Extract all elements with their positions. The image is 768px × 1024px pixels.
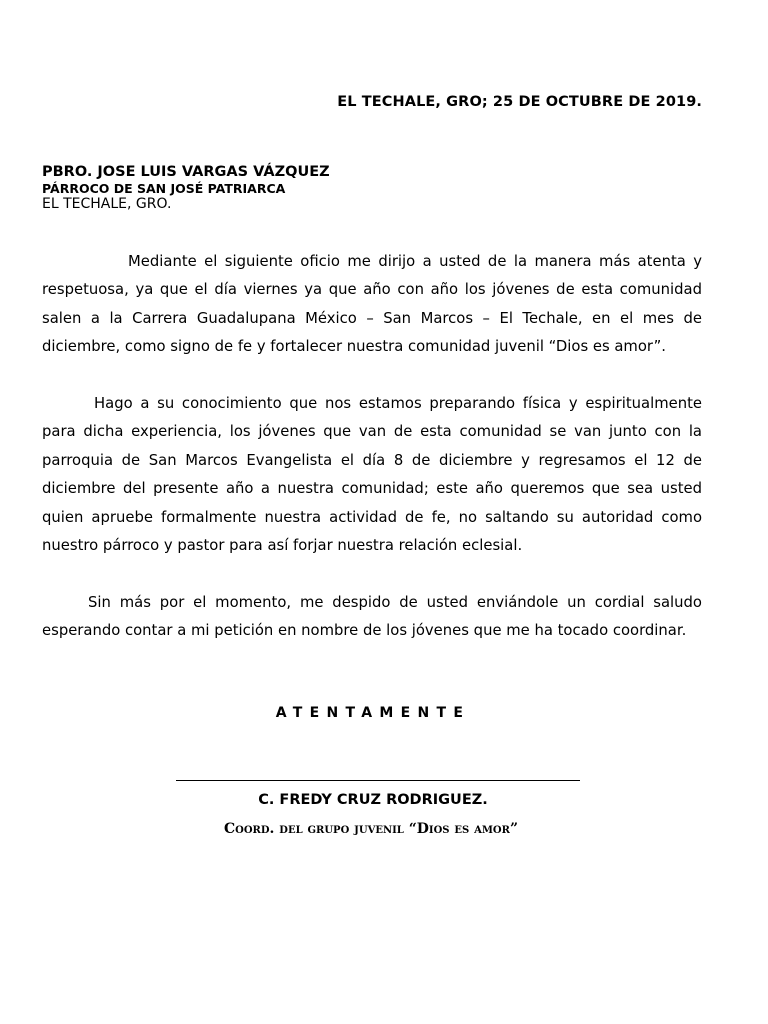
recipient-block xyxy=(42,163,330,213)
body-paragraph-3 xyxy=(42,589,702,646)
closing-salutation: ATENTAMENTE xyxy=(275,705,471,721)
body-paragraph-1 xyxy=(42,248,702,362)
body-paragraph-2 xyxy=(42,390,702,560)
paragraph-line: nuestro párroco y pastor para así forjar nuestra relación eclesial. xyxy=(42,537,523,555)
date-line: EL TECHALE, GRO; 25 DE OCTUBRE DE 2019. xyxy=(337,94,702,110)
paragraph-line: para dicha experiencia, los jóvenes que van de esta comunidad se van junto con la xyxy=(42,423,702,441)
signer-name: C. FREDY CRUZ RODRIGUEZ. xyxy=(258,792,488,808)
paragraph-line: quien apruebe formalmente nuestra actividad de fe, no saltando su autoridad como xyxy=(42,508,702,526)
paragraph-line: Sin más por el momento, me despido de usted enviándole un cordial saludo xyxy=(88,594,702,611)
signer-role: Coord. del grupo juvenil “Dios es amor” xyxy=(223,821,519,837)
paragraph-line: respetuosa, ya que el día viernes ya que año con año los jóvenes de esta comunidad xyxy=(42,281,702,299)
paragraph-line: diciembre del presente año a nuestra comunidad; este año queremos que sea usted xyxy=(42,480,702,498)
paragraph-line: parroquia de San Marcos Evangelista el día 8 de diciembre y regresamos el 12 de xyxy=(42,451,702,469)
recipient-role: PÁRROCO DE SAN JOSÉ PATRIARCA xyxy=(42,181,286,196)
paragraph-line: Mediante el siguiente oficio me dirijo a usted de la manera más atenta y xyxy=(128,253,702,270)
recipient-name: PBRO. JOSE LUIS VARGAS VÁZQUEZ xyxy=(42,164,330,180)
paragraph-line: diciembre, como signo de fe y fortalecer nuestra comunidad juvenil “Dios es amor”. xyxy=(42,338,666,356)
paragraph-line: Hago a su conocimiento que nos estamos preparando física y espiritualmente xyxy=(94,395,702,412)
paragraph-line: salen a la Carrera Guadalupana México – San Marcos – El Techale, en el mes de xyxy=(42,309,702,327)
paragraph-line: esperando contar a mi petición en nombre de los jóvenes que me ha tocado coordinar. xyxy=(42,622,687,640)
signature-line xyxy=(176,780,580,781)
recipient-place: EL TECHALE, GRO. xyxy=(42,196,172,212)
